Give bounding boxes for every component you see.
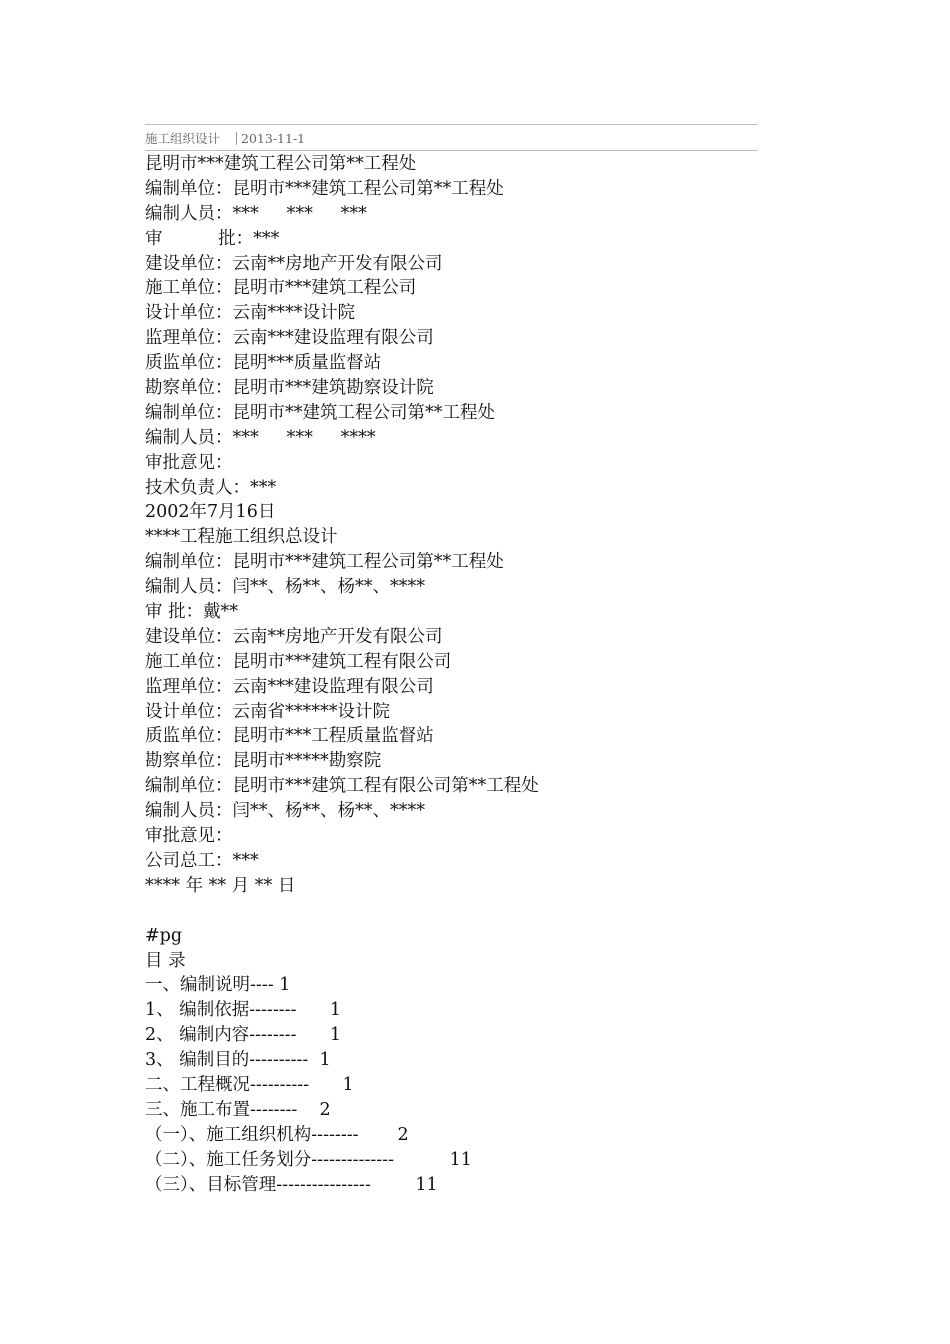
text-line: 设计单位：云南省******设计院: [145, 701, 390, 722]
text-line: 目 录: [145, 950, 186, 971]
text-line: 审批意见：: [145, 452, 233, 473]
text-line: 建设单位：云南**房地产开发有限公司: [145, 253, 443, 274]
text-line: 设计单位：云南****设计院: [145, 303, 355, 324]
text-line: **** 年 ** 月 ** 日: [145, 875, 296, 896]
text-line: 编制单位：昆明市**建筑工程公司第**工程处: [145, 402, 495, 423]
text-line: #pg: [145, 925, 183, 946]
header-top-rule: [145, 124, 758, 125]
text-line: [145, 899, 785, 924]
text-line: 审 批：***: [145, 228, 280, 249]
header-bottom-rule: [145, 150, 758, 151]
text-line: 勘察单位：昆明市*****勘察院: [145, 751, 382, 772]
header-date: 2013-11-1: [241, 131, 306, 146]
text-line: 三、施工布置-------- 2: [145, 1099, 331, 1120]
text-line: 质监单位：昆明市***工程质量监督站: [145, 726, 434, 747]
text-line: 公司总工：***: [145, 850, 259, 871]
text-line: 质监单位：昆明***质量监督站: [145, 353, 382, 374]
header-separator: [236, 132, 237, 145]
running-header: [145, 130, 305, 148]
text-line: 施工单位：昆明市***建筑工程有限公司: [145, 651, 452, 672]
text-line: 编制人员：闫**、杨**、杨**、****: [145, 801, 425, 822]
text-line: 3、 编制目的---------- 1: [145, 1050, 331, 1071]
text-line: 编制人员：闫**、杨**、杨**、****: [145, 577, 425, 598]
text-line: 施工单位：昆明市***建筑工程公司: [145, 278, 417, 299]
text-line: 1、 编制依据-------- 1: [145, 1000, 342, 1021]
text-line: 审 批：戴**: [145, 602, 239, 623]
text-line: ****工程施工组织总设计: [145, 527, 338, 548]
text-line: 一、编制说明---- 1: [145, 975, 291, 996]
text-line: 二、工程概况---------- 1: [145, 1074, 354, 1095]
text-line: 编制人员：*** *** ****: [145, 427, 376, 448]
text-line: 监理单位：云南***建设监理有限公司: [145, 676, 434, 697]
text-line: 编制单位：昆明市***建筑工程有限公司第**工程处: [145, 776, 539, 797]
text-line: 昆明市***建筑工程公司第**工程处: [145, 154, 417, 174]
header-title: 施工组织设计: [145, 131, 221, 146]
document-body: [145, 152, 785, 1197]
text-line: （一）、施工组织机构-------- 2: [145, 1124, 409, 1145]
text-line: 技术负责人：***: [145, 477, 277, 498]
text-line: 2002年7月16日: [145, 502, 276, 523]
text-line: 编制单位：昆明市***建筑工程公司第**工程处: [145, 552, 504, 573]
text-line: 审批意见：: [145, 826, 233, 847]
text-line: 勘察单位：昆明市***建筑勘察设计院: [145, 378, 434, 399]
text-line: （二）、施工任务划分-------------- 11: [145, 1149, 472, 1170]
text-line: 编制单位：昆明市***建筑工程公司第**工程处: [145, 178, 504, 199]
text-line: （三）、目标管理---------------- 11: [145, 1174, 438, 1195]
text-line: 监理单位：云南***建设监理有限公司: [145, 328, 434, 349]
text-line: 建设单位：云南**房地产开发有限公司: [145, 626, 443, 647]
text-line: 2、 编制内容-------- 1: [145, 1025, 342, 1046]
text-line: 编制人员：*** *** ***: [145, 203, 367, 224]
